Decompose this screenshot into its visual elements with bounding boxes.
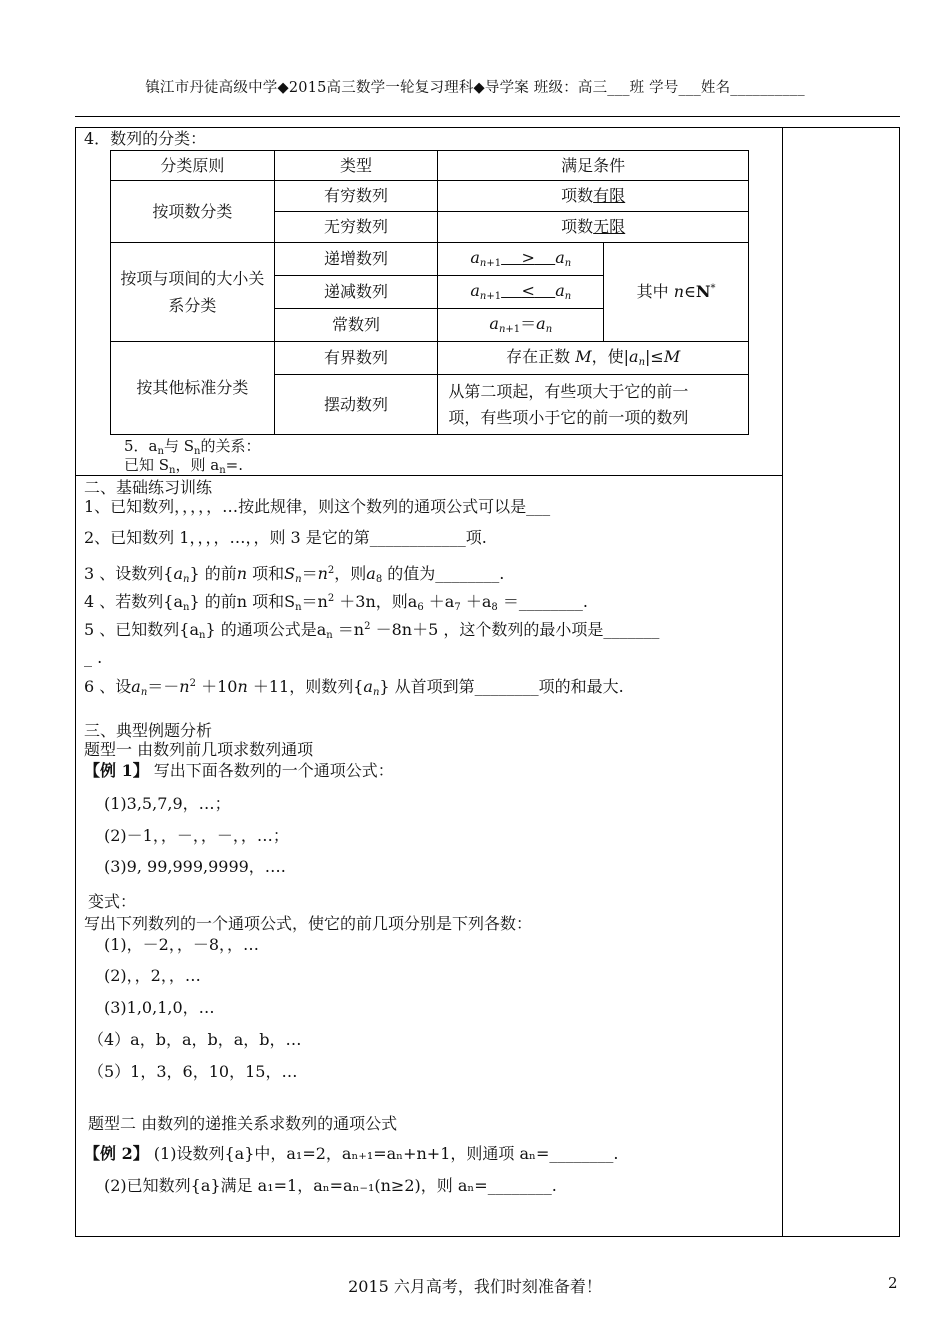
example2-part2: (2)已知数列{a}满足 a₁=1，aₙ=aₙ₋₁(n≥2)，则 aₙ=________.: [104, 1176, 557, 1195]
question-6: 6 、设$a_n=-n^2 +10n +11$，则数列$\{a_n\}$ 从首项到第________项的和最大.: [84, 677, 624, 698]
question-3: 3 、设数列$\{a_n\}$ 的前n 项和$S_n=n^2$，则$a_8$ 的值为________.: [84, 564, 505, 585]
cond-infinite: 项数无限: [438, 212, 749, 243]
header-principle: 分类原则: [111, 151, 275, 181]
question-2: 2、已知数列 1，，，，…，，则 3 是它的第____________项.: [84, 528, 487, 547]
type-oscillating: 摆动数列: [274, 375, 438, 435]
principle-other: 按其他标准分类: [111, 342, 275, 435]
example1-item-3: (3)9, 99,999,9999，….: [104, 857, 286, 876]
section5-line1: 5．$a_n$与 $S_n$的关系：: [124, 437, 261, 457]
variant-item-2: (2)，，2，，…: [104, 966, 201, 985]
type2-heading: 题型二 由数列的递推关系求数列的通项公式: [88, 1114, 398, 1133]
variant-item-4: （4）a，b，a，b，a，b，…: [88, 1030, 302, 1049]
header-rule: [75, 116, 900, 117]
variant-title: 变式：: [88, 892, 137, 911]
page-number: 2: [888, 1274, 898, 1292]
principle-by-count: 按项数分类: [111, 181, 275, 243]
example1: 【例 1】 写出下面各数列的一个通项公式：: [84, 761, 394, 780]
page-header: 镇江市丹徒高级中学◆2015高三数学一轮复习理科◆导学案 班级：高三___班 学号___姓名__________: [145, 80, 805, 96]
question-4: 4 、若数列$\{a_n\}$ 的前n 项和$S_n=n^2 +3n$，则$a_6 +a_7 +a_8$ ＝________.: [84, 592, 588, 613]
example2-part1: 【例 2】 (1)设数列{a}中，a₁=2，aₙ₊₁=aₙ+n+1，则通项 aₙ=________.: [84, 1144, 619, 1163]
type-increasing: 递增数列: [274, 243, 438, 276]
cond-oscillating: 从第二项起，有些项大于它的前一 项，有些项小于它的前一项的数列: [438, 375, 749, 435]
example1-item-2: (2)－1，，－，，－，，…；: [104, 826, 289, 845]
type-infinite: 无穷数列: [274, 212, 438, 243]
section5-line2: 已知 $S_n$，则 $a_n=$.: [124, 456, 244, 476]
section3-title: 三、典型例题分析: [84, 721, 213, 740]
variant-item-3: (3)1,0,1,0，…: [104, 998, 215, 1017]
cond-increasing: $a_{n+1}$ > $a_n$: [438, 243, 604, 276]
question-5: 5 、已知数列$\{a_n\}$ 的通项公式是$a_n =n^2 -8n+5$ ，这个数列的最小项是_______: [84, 620, 660, 641]
header-type: 类型: [274, 151, 438, 181]
type-bounded: 有界数列: [274, 342, 438, 375]
question-5-cont: _ .: [84, 648, 103, 667]
cond-constant: $a_{n+1}=a_n$: [438, 309, 604, 342]
variant-item-5: （5）1，3，6，10，15，…: [88, 1062, 298, 1081]
section2-title: 二、基础练习训练: [84, 478, 213, 497]
page-footer: 2015 六月高考，我们时刻准备着！: [348, 1277, 602, 1296]
section4-title: 4．数列的分类：: [84, 129, 207, 148]
header-condition: 满足条件: [438, 151, 749, 181]
variant-item-1: (1)，－2，，－8，，…: [104, 935, 260, 954]
cond-bounded: 存在正数 M，使$|a_n|\le M$: [438, 342, 749, 375]
variant-desc: 写出下列数列的一个通项公式，使它的前几项分别是下列各数：: [84, 914, 533, 933]
type1-heading: 题型一 由数列前几项求数列通项: [84, 740, 314, 759]
notes-column-divider: [782, 127, 783, 1237]
type-constant: 常数列: [274, 309, 438, 342]
cond-finite: 项数有限: [438, 181, 749, 212]
example1-item-1: (1)3,5,7,9，…；: [104, 794, 231, 813]
sequence-classification-table: [110, 150, 749, 435]
cond-note: 其中 n∈N*: [604, 243, 749, 342]
question-1: 1、已知数列，，，，，…按此规律，则这个数列的通项公式可以是___: [84, 497, 551, 516]
principle-by-relation: 按项与项间的大小关系分类: [111, 243, 275, 342]
cond-decreasing: $a_{n+1}$ < $a_n$: [438, 276, 604, 309]
type-finite: 有穷数列: [274, 181, 438, 212]
type-decreasing: 递减数列: [274, 276, 438, 309]
